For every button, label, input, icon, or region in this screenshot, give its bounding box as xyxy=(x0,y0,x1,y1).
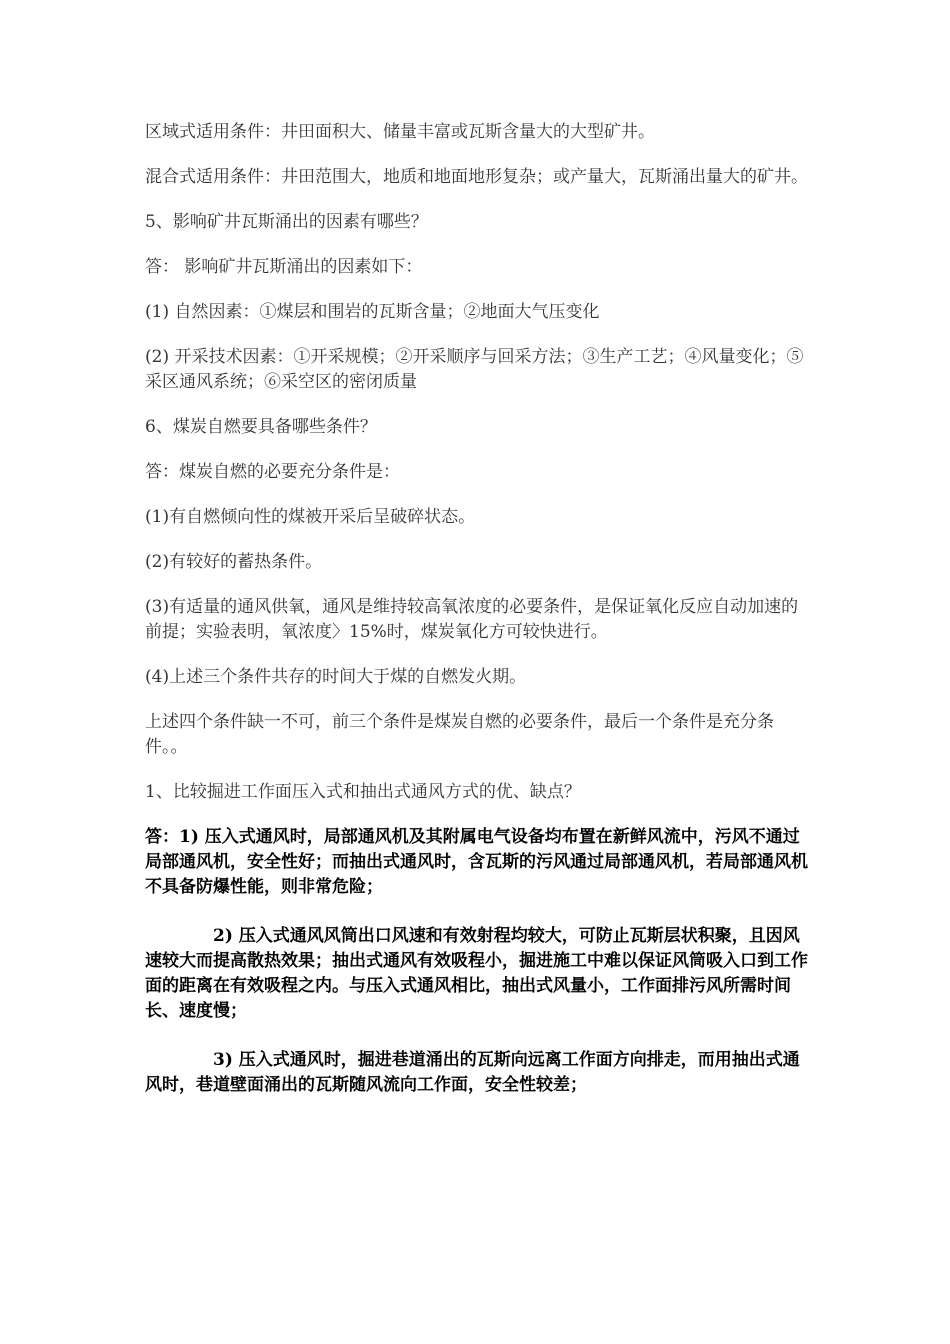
question-6: 6、煤炭自燃要具备哪些条件？ xyxy=(145,417,377,437)
answer-1-item-2: 2) 压入式通风风筒出口风速和有效射程均较大，可防止瓦斯层状积聚，且因风速较大而提高散热效果；抽出式通风有效吸程小，掘进施工中难以保证风筒吸入口到工作面的距离在有效吸程之内。与压入式通风相比，抽出式风量小，工作面排污风所需时间长、速度慢； xyxy=(145,926,808,1021)
answer-5-intro: 答： 影响矿井瓦斯涌出的因素如下： xyxy=(145,257,423,277)
question-1: 1、比较掘进工作面压入式和抽出式通风方式的优、缺点？ xyxy=(145,782,581,802)
paragraph-regional-conditions: 区域式适用条件：井田面积大、储量丰富或瓦斯含量大的大型矿井。 xyxy=(145,122,655,142)
answer-6-item-2: (2)有较好的蓄热条件。 xyxy=(145,552,323,572)
paragraph-mixed-conditions: 混合式适用条件：井田范围大，地质和地面地形复杂；或产量大，瓦斯涌出量大的矿井。 xyxy=(145,167,808,187)
answer-6-item-1: (1)有自燃倾向性的煤被开采后呈破碎状态。 xyxy=(145,507,476,527)
answer-1-item-1: 答：1) 压入式通风时，局部通风机及其附属电气设备均布置在新鲜风流中，污风不通过局部通风机，安全性好；而抽出式通风时，含瓦斯的污风通过局部通风机，若局部通风机不具备防爆性能，则非常危险； xyxy=(145,827,808,897)
answer-6-summary: 上述四个条件缺一不可，前三个条件是煤炭自燃的必要条件，最后一个条件是充分条件。。 xyxy=(145,712,774,757)
answer-1-item-3: 3) 压入式通风时，掘进巷道涌出的瓦斯向远离工作面方向排走，而用抽出式通风时，巷道壁面涌出的瓦斯随风流向工作面，安全性较差； xyxy=(145,1050,800,1095)
question-5: 5、影响矿井瓦斯涌出的因素有哪些？ xyxy=(145,212,428,232)
answer-5-item-2: (2) 开采技术因素：①开采规模；②开采顺序与回采方法；③生产工艺；④风量变化；⑤采区通风系统；⑥采空区的密闭质量 xyxy=(145,347,804,392)
answer-6-intro: 答：煤炭自燃的必要充分条件是： xyxy=(145,462,400,482)
answer-6-item-4: (4)上述三个条件共存的时间大于煤的自燃发火期。 xyxy=(145,667,527,687)
document-body xyxy=(145,120,810,1122)
answer-6-item-3: (3)有适量的通风供氧，通风是维持较高氧浓度的必要条件，是保证氧化反应自动加速的前提；实验表明，氧浓度〉15%时，煤炭氧化方可较快进行。 xyxy=(145,597,799,642)
answer-5-item-1: (1) 自然因素：①煤层和围岩的瓦斯含量；②地面大气压变化 xyxy=(145,302,600,322)
